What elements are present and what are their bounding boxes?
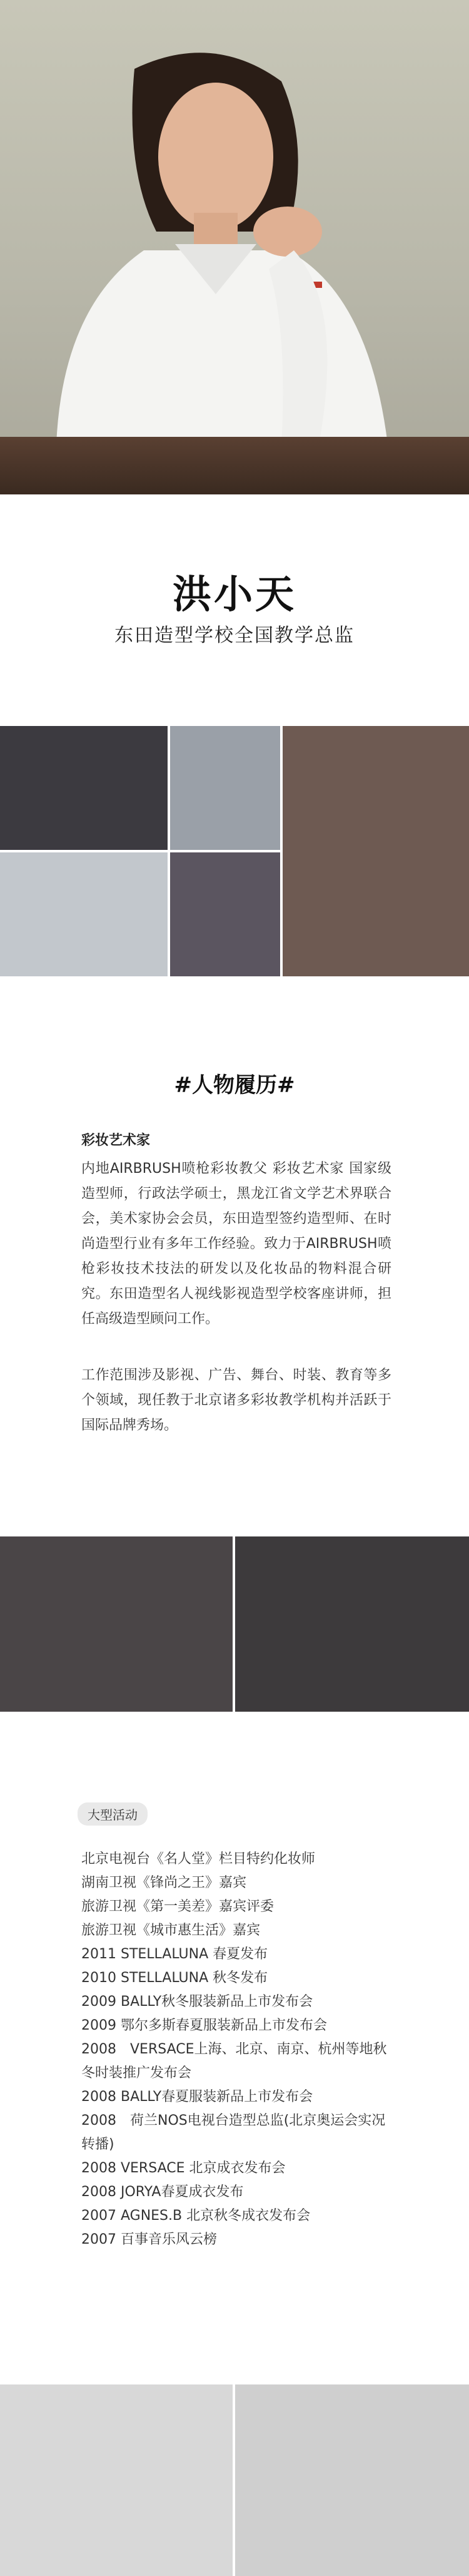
event-item: 2011 STELLALUNA 春夏发布: [81, 1946, 268, 1962]
event-item: 2009 BALLY秋冬服装新品上市发布会: [81, 1994, 313, 2010]
event-item: 2008 JORYA春夏成衣发布: [81, 2184, 244, 2200]
event-item: 2008 VERSACE 北京成衣发布会: [81, 2160, 286, 2176]
photo-backstage: [0, 726, 168, 850]
event-item: 2007 AGNES.B 北京秋冬成衣发布会: [81, 2208, 311, 2224]
event-item: 2008 BALLY春夏服装新品上市发布会: [81, 2089, 313, 2105]
event-item: 北京电视台《名人堂》栏目特约化妆师: [81, 1851, 316, 1867]
name-block: [0, 494, 469, 726]
photo-grid-top: [0, 726, 469, 976]
person-name: 洪小天: [172, 571, 296, 617]
events-list: [81, 1848, 394, 2252]
event-item: 旅游卫视《第一美差》嘉宾评委: [81, 1899, 275, 1914]
resume-paragraph-2: 工作范围涉及影视、广告、舞台、时装、教育等多个领域，现任教于北京诸多彩妆教学机构并活跃于国际品牌秀场。: [81, 1367, 391, 1433]
photo-grid-bottom: [0, 2384, 469, 2576]
person-title: 东田造型学校全国教学总监: [114, 625, 355, 647]
resume-heading: #人物履历#: [174, 1073, 295, 1098]
event-item: 湖南卫视《锋尚之王》嘉宾: [81, 1875, 247, 1891]
event-item: 2008 荷兰NOS电视台造型总监(北京奥运会实况转播): [81, 2113, 386, 2152]
event-item: 旅游卫视《城市惠生活》嘉宾: [81, 1923, 261, 1938]
portrait-figure: [19, 44, 406, 451]
event-item: 2010 STELLALUNA 秋冬发布: [81, 1970, 268, 1986]
events-tag: 大型活动: [78, 1802, 148, 1826]
photo-class-2: [235, 1536, 469, 1712]
table-surface: [0, 437, 469, 494]
photo-studio: [170, 726, 280, 850]
photo-workshop-1: [0, 2384, 233, 2576]
event-item: 2009 鄂尔多斯春夏服装新品上市发布会: [81, 2018, 327, 2033]
photo-celebrity: [170, 852, 280, 976]
photo-class-1: [0, 1536, 233, 1712]
resume-paragraph-1: 内地AIRBRUSH喷枪彩妆教父 彩妆艺术家 国家级造型师，行政法学硕士，黑龙江省文学艺术界联合会，美术家协会会员，东田造型签约造型师、在时尚造型行业有多年工作经验。致力于AIRBRUSH喷枪彩妆技术技法的研发以及化妆品的物料混合研究。东田造型名人视线影视造型学校客座讲师，担任高级造型顾问工作。: [81, 1161, 391, 1327]
event-item: 2008 VERSACE上海、北京、南京、杭州等地秋冬时装推广发布会: [81, 2042, 387, 2081]
photo-models: [0, 852, 168, 976]
photo-character-makeup: [283, 726, 469, 976]
role-label: 彩妆艺术家: [81, 1133, 151, 1148]
photo-workshop-2: [235, 2384, 469, 2576]
photo-grid-middle: [0, 1536, 469, 1712]
hero-portrait: [0, 0, 469, 494]
event-item: 2007 百事音乐风云榜: [81, 2232, 217, 2247]
